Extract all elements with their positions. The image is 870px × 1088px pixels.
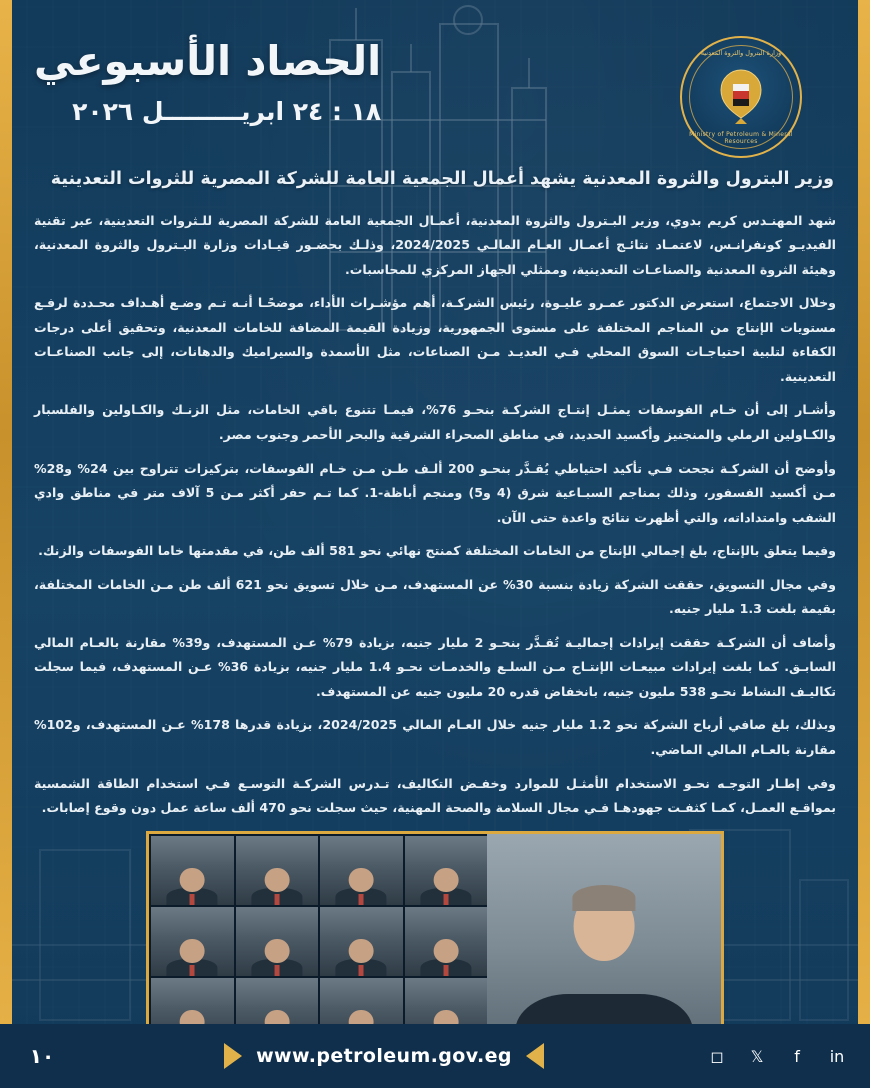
page-header [0,0,870,160]
paragraph: وبذلك، بلغ صافي أرباح الشركة نحو 1.2 مليار جنيه خلال العـام المالي 2024/2025، بزيادة قدرها 178% عـن المستهدف، و102% مقارنة بالعـام المالي الماضي. [34,717,837,758]
logo-english-ring: Ministry of Petroleum & Mineral Resources [689,131,793,145]
arrow-left-icon [526,1043,544,1069]
participant-tile [151,836,234,905]
page-title: الحصاد الأسبوعي [34,37,382,85]
eagle-of-saladin-icon [713,66,769,128]
participant-tile [405,836,488,905]
participant-tile [320,907,403,976]
x-twitter-icon[interactable]: 𝕏 [750,1046,764,1066]
page-number: ١٠ [29,1044,55,1068]
participant-tile [236,907,319,976]
article-body [34,209,836,821]
issue-date: ١٨ : ٢٤ ابريـــــــــل ٢٠٢٦ [72,97,382,127]
right-gold-rail [858,0,870,1088]
arrow-right-icon [224,1043,242,1069]
paragraph: وخلال الاجتماع، استعرض الدكتور عمـرو عليـوة، رئيس الشركـة، أهم مؤشـرات الأداء، موضحًـا أنـه تـم وضـع أهـداف محـددة لرفـع مستويات الإنتاج من المناجم المختلفة على مستوى الجمهورية، وزيادة القيمة المضافة للخامات المعدنية، وتحقيق أعلى درجات الكفاءة لتلبية احتياجـات السوق المحلي فـي العديـد مـن الصناعات، مثل الأسمدة والسيراميك والدهانات، إلى جانب الصناعـات التعدينية. [34,295,836,384]
paragraph: وأضاف أن الشركـة حققت إيرادات إجماليـة تُقـدَّر بنحـو 2 مليار جنيه، بزيادة 79% عـن المستهدف، و39% مقارنة بالعـام المالي السابـق. كما بلغت إيرادات مبيعـات الإنتـاج مـن السلـع والخدمـات نحـو 1.4 مليار جنيه، بزيادة 36% عـن المستهدف، فيما سجلت تكاليـف النشاط نحـو 538 مليون جنيه، بانخفاض قدره 20 مليون جنيه عن المستهدف. [34,634,836,699]
logo-arabic-top: وزارة البترول والثروة المعدنية [700,49,782,57]
website-url[interactable]: www.petroleum.gov.eg [256,1045,512,1067]
left-gold-rail [0,0,12,1088]
page-footer [0,1024,870,1088]
participant-tile [320,836,403,905]
paragraph: وفيما يتعلق بالإنتاج، بلغ إجمالي الإنتاج من الخامات المختلفة كمنتج نهائي نحو 581 ألف طن، في مقدمتها خاما الفوسفات والزنك. [38,543,836,559]
paragraph: وفي مجال التسويق، حققت الشركة زيادة بنسبة 30% عن المستهدف، مـن خلال تسويق نحو 621 ألف طن مـن الخامات المختلفة، بقيمة بلغت 1.3 مليار جنيه. [34,576,836,617]
facebook-icon[interactable]: f [794,1046,800,1066]
paragraph: وأوضح أن الشركـة نجحت فـي تأكيد احتياطي يُقـدَّر بنحـو 200 ألـف طـن مـن خـام الفوسفات، بتركيزات تتراوح بين 24% و28% مـن أكسيد الفسفور، وذلك بمناجم السبـاعية شرق (4 و5) ومنجم أباظة-1. كما تـم حفر أكثر مـن 5 آلاف متر في مناطق وادي الشفب وامتداداته، والتي أظهرت نتائج واعدة حتى الآن. [34,460,837,525]
date-row [34,97,381,126]
participant-tile [151,907,234,976]
article-headline: وزير البترول والثروة المعدنية يشهد أعمال الجمعية العامة للشركة المصرية للثروات التعدينية [50,169,834,189]
website-url-block[interactable] [224,1043,544,1069]
participant-tile [236,836,319,905]
instagram-icon[interactable]: ◻ [710,1046,724,1066]
paragraph: وفي إطـار التوجـه نحـو الاستخدام الأمثـل للموارد وخفـض التكاليف، تـدرس الشركـة التوسـع فـي استخدام الطاقة الشمسية بمواقـع العمـل، كمـا كثفـت جهودهـا فـي مجال السلامة والصحة المهنية، حيث سجلت نحو 470 ألف ساعة عمل دون وقوع إصابات. [34,775,836,816]
paragraph: وأشـار إلى أن خـام الفوسفات يمثـل إنتـاج الشركـة بنحـو 76%، فيمـا تتنوع باقي الخامات، مثل الزنـك والكـاولين والفلسبار والكـاولين الرملي والمنجنيز وأكسيد الحديد، في مناطق الصحراء الشرقية والبحر الأحمر وجنوب مصر. [34,402,836,442]
ministry-of-petroleum-logo [680,36,802,158]
paragraph: شهد المهنـدس كريم بدوي، وزير البـترول والثروة المعدنية، أعمـال الجمعية العامة للشركة المصرية للـثروات التعدينية، عبر تقنية الفيديـو كونفرانـس، لاعتمـاد نتائـج أعمـال العـام المالـي 2024/2025، وذلـك بحضـور قيـادات وزارة البـترول والثروة المعدنية، وهيئة الثروة المعدنية والصناعـات التعدينية، وممثلي الجهاز المركزي للمحاسبات. [34,212,836,277]
linkedin-icon[interactable]: in [829,1046,845,1066]
social-links[interactable] [706,1045,848,1067]
title-block [30,37,382,127]
participant-tile [405,907,488,976]
